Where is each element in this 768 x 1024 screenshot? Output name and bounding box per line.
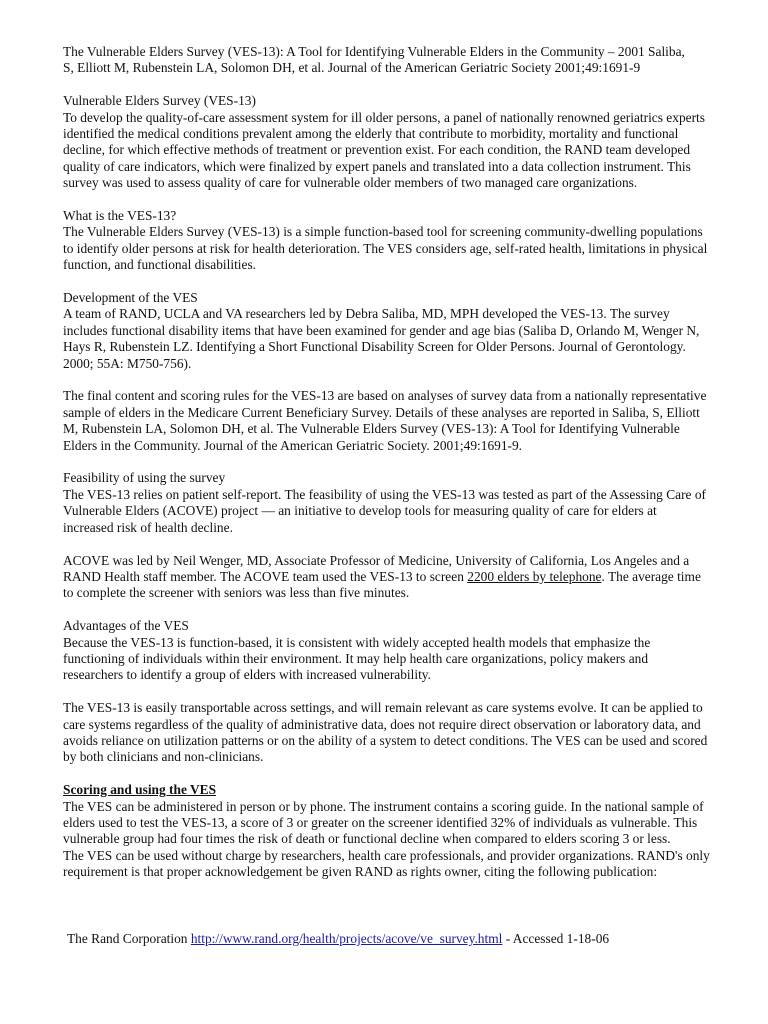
- telephone-sample-underline: 2200 elders by telephone: [467, 568, 602, 584]
- section-heading: Advantages of the VES: [63, 618, 189, 634]
- section-body: A team of RAND, UCLA and VA researchers led by Debra Saliba, MD, MPH developed the VES-13. The survey includes functional disability items that have been examined for gender and age bias (Saliba D, Orlando M, Wenger N, Hays R, Rubenstein LZ. Identifying a Short Functional Disability Screen for Older Persons. Journal of Gerontology. 2000; 55A: M750-756).: [63, 306, 700, 371]
- section-what-is: [63, 208, 710, 274]
- section-advantages: [63, 618, 710, 684]
- section-body: The VES can be administered in person or by phone. The instrument contains a scoring guide. In the national sample of elders used to test the VES-13, a score of 3 or greater on the screener identified 32% of individuals as vulnerable. This vulnerable group had four times the risk of death or functional decline when compared to elders scoring 3 or less.: [63, 798, 704, 847]
- section-feasibility: [63, 470, 710, 536]
- section-scoring: [63, 782, 710, 880]
- section-heading: Development of the VES: [63, 290, 198, 306]
- footer-suffix: - Accessed 1-18-06: [502, 931, 610, 946]
- section-development: [63, 290, 710, 372]
- section-body: The Vulnerable Elders Survey (VES-13) is a simple function-based tool for screening community-dwelling populations to identify older persons at risk for health deterioration. The VES considers age, self-rated health, limitations in physical function, and functional disabilities.: [63, 224, 708, 273]
- section-body: Because the VES-13 is function-based, it is consistent with widely accepted health models that emphasize the functioning of individuals within their environment. It may help health care organizations, policy makers and researchers to identify a group of elders with increased vulnerability.: [63, 634, 651, 683]
- section-acove: [63, 553, 710, 602]
- source-link[interactable]: http://www.rand.org/health/projects/acove/ve_survey.html: [190, 931, 503, 946]
- section-advantages-2: [63, 700, 710, 766]
- citation-block: [63, 44, 710, 77]
- section-body: The VES-13 is easily transportable across settings, and will remain relevant as care systems evolve. It can be applied to care systems regardless of the quality of administrative data, does not require direct observation or laboratory data, and avoids reliance on utilization patterns or on the ability of a system to detect conditions. The VES can be used and scored by both clinicians and non-clinicians.: [63, 700, 708, 765]
- section-ves13: [63, 93, 710, 191]
- section-development-details: [63, 388, 710, 454]
- section-body: To develop the quality-of-care assessment system for ill older persons, a panel of nationally renowned geriatrics experts identified the medical conditions prevalent among the elderly that contribute to morbidity, mortality and functional decline, for which effective methods of treatment or prevention exist. For each condition, the RAND team developed quality of care indicators, which were finalized by expert panels and translated into a data collection instrument. This survey was used to assess quality of care for vulnerable older members of two managed care organizations.: [63, 109, 705, 191]
- section-heading: What is the VES-13?: [63, 208, 177, 224]
- section-body: [63, 553, 710, 602]
- citation-line-2: S, Elliott M, Rubenstein LA, Solomon DH, et al. Journal of the American Geriatric Society 2001;49:1691-9: [63, 60, 641, 76]
- section-body: The VES can be used without charge by researchers, health care professionals, and provider organizations. RAND's only requirement is that proper acknowledgement be given RAND as rights owner, citing the following publication:: [63, 847, 710, 880]
- section-heading-bold: Scoring and using the VES: [63, 782, 217, 798]
- section-body: The final content and scoring rules for the VES-13 are based on analyses of survey data from a nationally representative sample of elders in the Medicare Current Beneficiary Survey. Details of these analyses are reported in Saliba, S, Elliott M, Rubenstein LA, Solomon DH, et al. The Vulnerable Elders Survey (VES-13): A Tool for Identifying Vulnerable Elders in the Community. Journal of the American Geriatric Society. 2001;49:1691-9.: [63, 388, 707, 453]
- section-body: The VES-13 relies on patient self-report. The feasibility of using the VES-13 was tested as part of the Assessing Care of Vulnerable Elders (ACOVE) project — an initiative to develop tools for measuring quality of care for elders at increased risk of health decline.: [63, 486, 706, 535]
- acove-text-post: . The average time to complete the screener with seniors was less than five minutes.: [63, 568, 701, 601]
- section-heading: Vulnerable Elders Survey (VES-13): [63, 93, 256, 109]
- citation-line-1: The Vulnerable Elders Survey (VES-13): A Tool for Identifying Vulnerable Elders in the Community – 2001 Saliba,: [63, 44, 685, 59]
- acove-text-pre: ACOVE was led by Neil Wenger, MD, Associate Professor of Medicine, University of California, Los Angeles and a RAND Health staff member. The ACOVE team used the VES-13 to screen: [63, 552, 690, 584]
- footer-prefix: The Rand Corporation: [67, 931, 191, 946]
- source-footer: [67, 931, 609, 947]
- section-heading: Feasibility of using the survey: [63, 470, 226, 486]
